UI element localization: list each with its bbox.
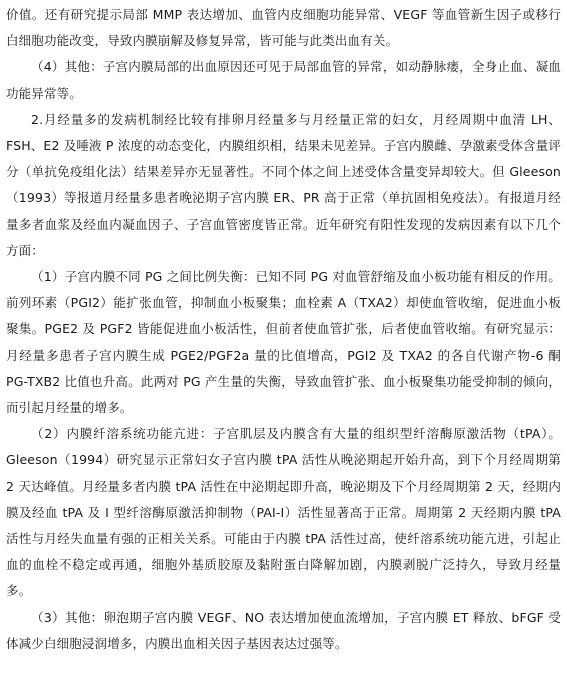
paragraph-other-local-causes: （4）其他：子宫内膜局部的出血原因还可见于局部血管的异常，如动静脉瘘，全身止血、凝血功能异常等。 (6, 59, 561, 101)
paragraph-fibrinolysis-hyperfunction: （2）内膜纤溶系统功能亢进：子宫肌层及内膜含有大量的组织型纤溶酶原激活物（tPA）。Gleeson（1994）研究显示正常妇女子宫内膜 tPA 活性从晚泌期起开始升高，到下个月经周期第 2 天达峰值。月经量多者内膜 tPA 活性在中泌期起即升高，晚泌期及下个月经周期第 2 天，经期内膜及经血 tPA 及 I 型纤溶酶原激活抑制物（PAI-I）活性显著高于正常。周期第 2 天经期内膜 tPA 活性与月经失血量有强的正相关关系。可能由于内膜 tPA 活性过高，使纤溶系统功能亢进，引起止血的血栓不稳定或再通，细胞外基质胶原及黏附蛋白降解加剧，内膜剥脱广泛持久，导致月经量多。 (6, 426, 561, 599)
paragraph-other-factors: （3）其他：卵泡期子宫内膜 VEGF、NO 表达增加使血流增加，子宫内膜 ET 释放、bFGF 受体减少白细胞浸润增多，内膜出血相关因子基因表达过强等。 (6, 609, 561, 651)
paragraph-heavy-menstruation-mechanism: 2.月经量多的发病机制经比较有排卵月经量多与月经量正常的妇女，月经周期中血清 LH、FSH、E2 及唾液 P 浓度的动态变化，内膜组织相，结果未见差异。子宫内膜雌、孕激素受体含量评分（单抗免疫组化法）结果差异亦无显著性。不同个体之间上述受体含量变异却较大。但 Gleeson（1993）等报道月经量多患者晚泌期子宫内膜 ER、PR 高于正常（单抗固相免疫法）。有报道月经量多者血浆及经血内凝血因子、子宫血管密度皆正常。近年研究有阳性发现的发病因素有以下几个方面： (6, 111, 561, 258)
paragraph-pg-imbalance: （1）子宫内膜不同 PG 之间比例失衡：已知不同 PG 对血管舒缩及血小板功能有相反的作用。前列环素（PGI2）能扩张血管，抑制血小板聚集；血栓素 A（TXA2）却使血管收缩，促进血小板聚集。PGE2 及 PGF2 皆能促进血小板活性，但前者使血管扩张，后者使血管收缩。有研究显示：月经量多患者子宫内膜生成 PGE2/PGF2a 量的比值增高，PGI2 及 TXA2 的各自代谢产物-6 酮 PG-TXB2 比值也升高。此两对 PG 产生量的失衡，导致血管扩张、血小板聚集功能受抑制的倾向，而引起月经量的增多。 (6, 269, 561, 416)
paragraph-continuation-mmp-vegf: 价值。还有研究提示局部 MMP 表达增加、血管内皮细胞功能异常、VEGF 等血管新生因子或移行白细胞功能改变，导致内膜崩解及修复异常，皆可能与此类出血有关。 (6, 7, 561, 49)
